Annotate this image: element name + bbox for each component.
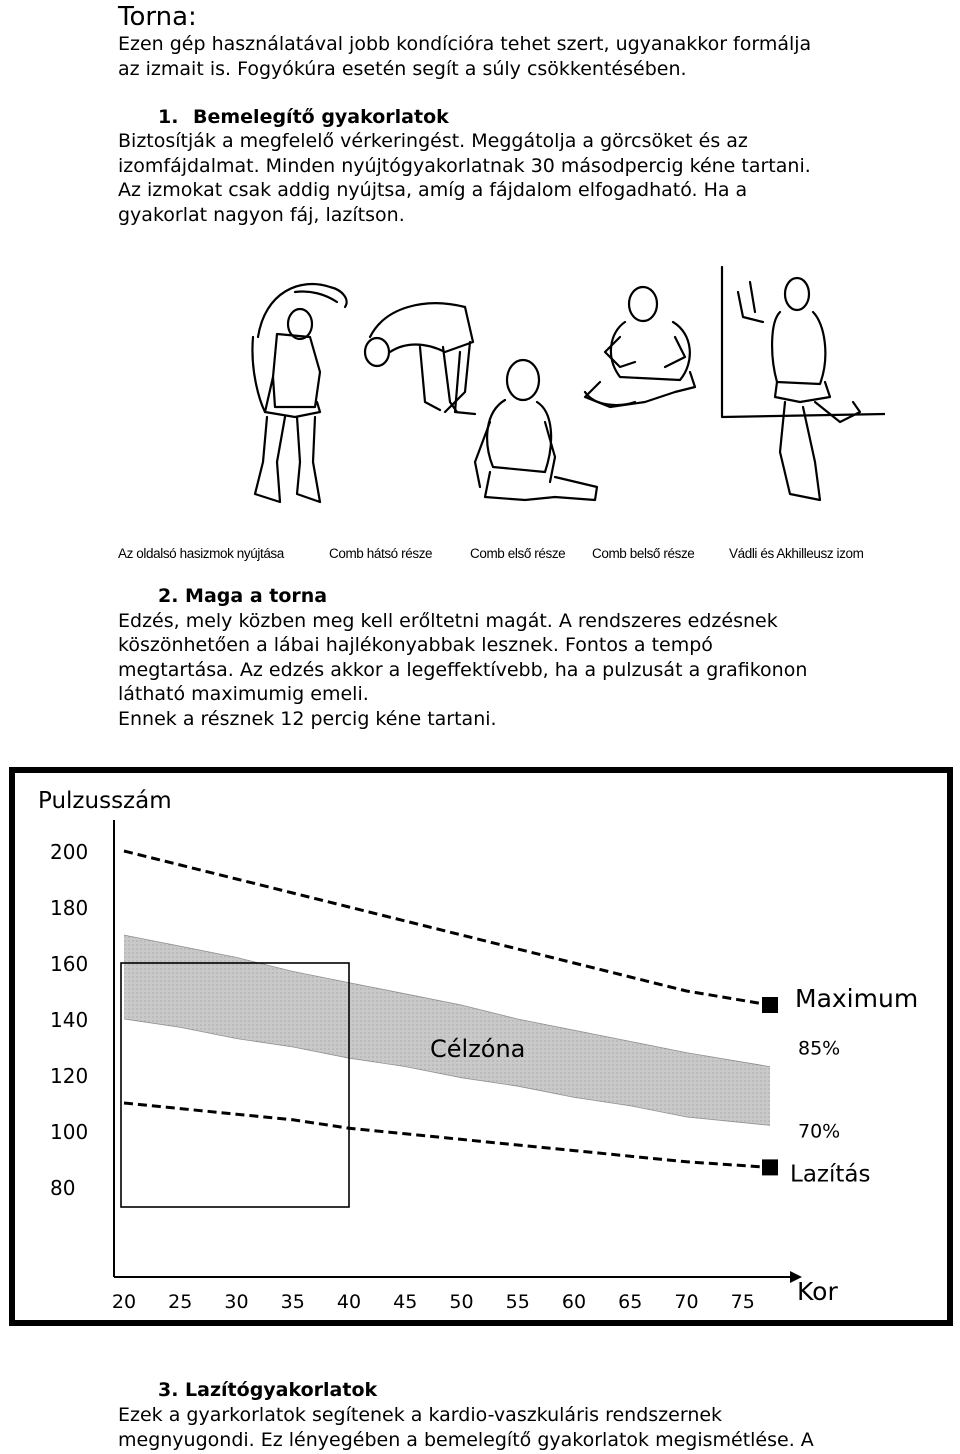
forward-bend-figure [365, 303, 475, 414]
x-tick-label: 70 [674, 1291, 699, 1313]
series-label: Lazítás [790, 1161, 871, 1188]
y-tick-label: 160 [50, 952, 89, 976]
intro-line: az izmait is. Fogyókúra esetén segít a súly csökkentésében. [118, 58, 687, 80]
series-end-marker [762, 997, 778, 1013]
x-tick-label: 65 [618, 1291, 643, 1313]
wall-calf-stretch-figure [722, 267, 885, 500]
series-label: 85% [798, 1037, 841, 1060]
exercise-caption: Comb belső része [592, 546, 695, 561]
y-tick-label: 80 [50, 1176, 76, 1200]
section1-heading: Bemelegítő gyakorlatok [193, 106, 449, 128]
section3-line: Ezek a gyarkorlatok segítenek a kardio-vaszkuláris rendszernek [118, 1404, 723, 1426]
section1-line: gyakorlat nagyon fáj, lazítson. [118, 204, 405, 226]
chart-ylabel: Pulzusszám [38, 788, 172, 814]
seated-figure [585, 287, 695, 407]
y-tick-label: 140 [50, 1008, 89, 1032]
stretching-exercises-illustration [225, 262, 885, 537]
exercise-caption: Az oldalsó hasizmok nyújtása [118, 546, 284, 561]
section1-line: Biztosítják a megfelelő vérkeringést. Meggátolja a görcsöket és az [118, 130, 748, 152]
section1-number: 1. [158, 106, 179, 128]
section2-line: látható maximumig emeli. [118, 683, 369, 705]
x-tick-label: 20 [111, 1291, 137, 1313]
exercise-caption: Comb első része [470, 546, 566, 561]
section3-heading: 3. Lazítógyakorlatok [158, 1379, 378, 1401]
section2-heading: 2. Maga a torna [158, 585, 328, 607]
section3-line: megnyugondi. Ez lényegében a bemelegítő gyakorlatok megismétlése. A [118, 1429, 814, 1451]
section1-line: Az izmokat csak addig nyújtsa, amíg a fájdalom elfogadható. Ha a [118, 179, 748, 201]
series-end-marker [762, 1159, 778, 1175]
section2-line: Edzés, mely közben meg kell erőltetni magát. A rendszeres edzésnek [118, 610, 778, 632]
exercise-caption: Comb hátsó része [329, 546, 433, 561]
x-tick-label: 60 [561, 1291, 587, 1313]
series-label: Maximum [795, 984, 919, 1013]
side-bend-figure [252, 284, 346, 502]
page-title: Torna: [118, 2, 197, 32]
target-zone-label: Célzóna [430, 1035, 526, 1063]
intro-line: Ezen gép használatával jobb kondícióra tehet szert, ugyanakkor formálja [118, 33, 812, 55]
x-tick-label: 50 [449, 1291, 474, 1313]
x-tick-label: 45 [393, 1291, 418, 1313]
chart-xlabel: Kor [797, 1277, 838, 1306]
x-tick-label: 30 [224, 1291, 249, 1313]
x-tick-label: 75 [730, 1291, 755, 1313]
section2-line: köszönhetően a lábai hajlékonyabbak lesznek. Fontos a tempó [118, 634, 713, 656]
x-tick-label: 35 [280, 1291, 305, 1313]
y-tick-label: 200 [50, 840, 89, 864]
x-tick-label: 25 [168, 1291, 193, 1313]
section2-line: Ennek a résznek 12 percig kéne tartani. [118, 708, 497, 730]
y-tick-label: 120 [50, 1064, 89, 1088]
y-tick-label: 180 [50, 896, 89, 920]
section1-line: izomfájdalmat. Minden nyújtógyakorlatnak 30 másodpercig kéne tartani. [118, 155, 811, 177]
x-tick-label: 40 [336, 1291, 362, 1313]
series-label: 70% [798, 1120, 841, 1143]
exercise-caption: Vádli és Akhilleusz izom [729, 546, 864, 561]
kneeling-figure [475, 360, 597, 500]
heart-rate-chart [0, 760, 960, 1330]
x-tick-label: 55 [505, 1291, 530, 1313]
y-tick-label: 100 [50, 1120, 89, 1144]
section2-line: megtartása. Az edzés akkor a legeffektívebb, ha a pulzusát a grafikonon [118, 659, 808, 681]
